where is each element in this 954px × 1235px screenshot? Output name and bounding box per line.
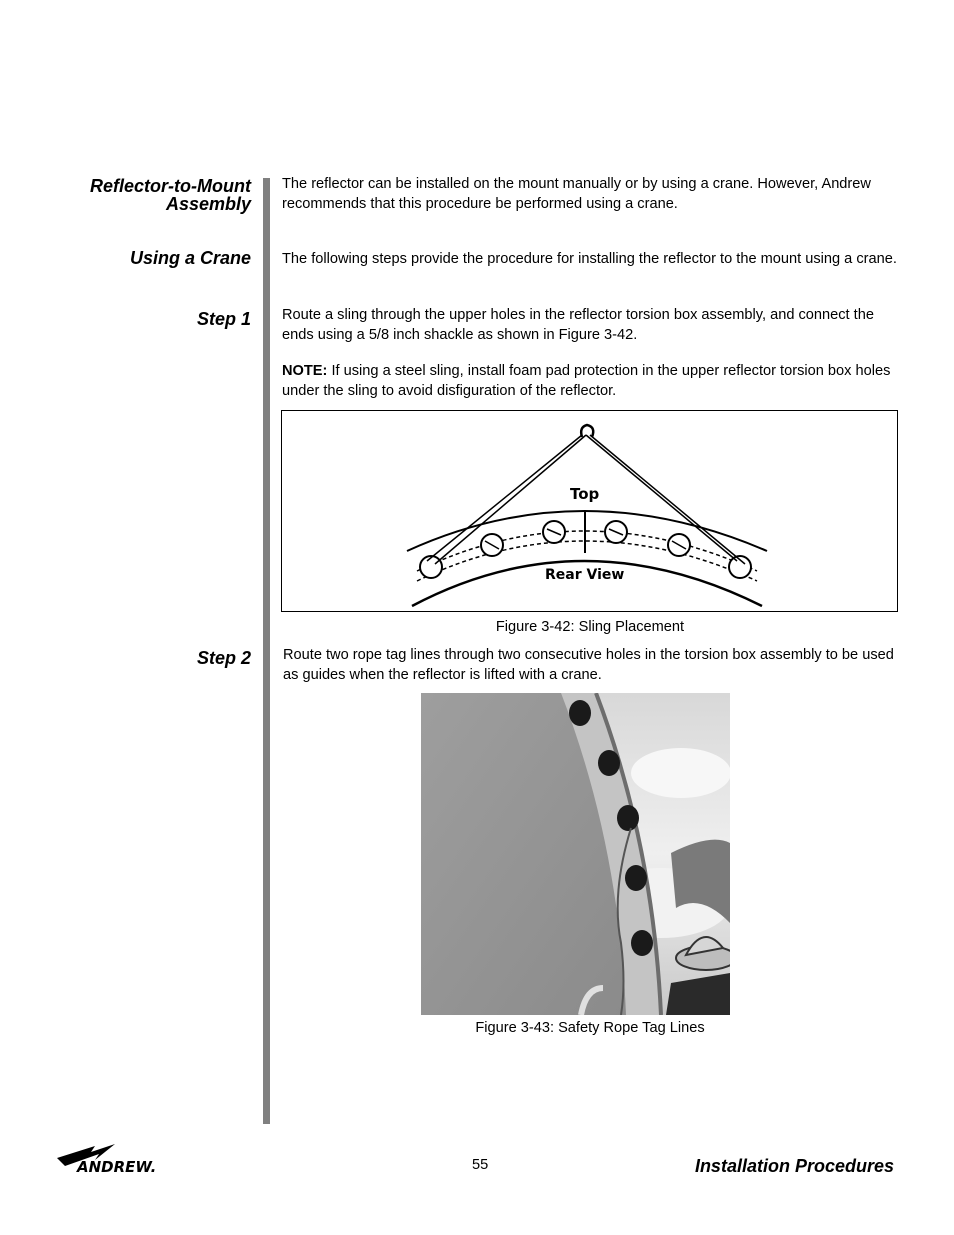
svg-text:ANDREW.: ANDREW. (77, 1158, 157, 1174)
andrew-logo-icon (55, 1142, 170, 1174)
label-top: Top (570, 485, 600, 503)
note-label: NOTE: (282, 363, 328, 379)
crane-intro-paragraph: The following steps provide the procedure for installing the reflector to the mount using a crane. (282, 251, 897, 267)
heading-reflector-to-mount (90, 177, 251, 213)
figure-safety-rope-photo (421, 693, 730, 1015)
page-number: 55 (472, 1157, 489, 1173)
step1-paragraph: Route a sling through the upper holes in the reflector torsion box assembly, and connect the ends using a 5/8 inch shackle as shown in Figure 3-42. (282, 307, 874, 343)
heading-line-2: Assembly (165, 194, 251, 214)
heading-step-2: Step 2 (196, 648, 251, 668)
note-text: If using a steel sling, install foam pad protection in the upper reflector torsion box holes under the sling to avoid disfiguration of the reflector. (282, 363, 891, 399)
intro-paragraph: The reflector can be installed on the mount manually or by using a crane. However, Andrew recommends that this procedure be performed using a crane. (282, 176, 871, 212)
figure-43-caption: Figure 3-43: Safety Rope Tag Lines (475, 1020, 705, 1036)
heading-step-1: Step 1 (196, 309, 251, 329)
heading-using-crane: Using a Crane (129, 248, 251, 268)
heading-line-1: Reflector-to-Mount (90, 176, 251, 196)
label-rear-view: Rear View (545, 567, 625, 583)
note-paragraph (282, 362, 898, 401)
figure-42-caption: Figure 3-42: Sling Placement (495, 619, 685, 635)
section-title: Installation Procedures (694, 1156, 894, 1176)
step2-paragraph: Route two rope tag lines through two consecutive holes in the torsion box assembly to be used as guides when the reflector is lifted with a crane. (283, 647, 894, 683)
sling-diagram (282, 411, 897, 611)
andrew-logo (55, 1142, 170, 1174)
figure-sling-placement (281, 410, 898, 612)
margin-rule (263, 178, 270, 1124)
